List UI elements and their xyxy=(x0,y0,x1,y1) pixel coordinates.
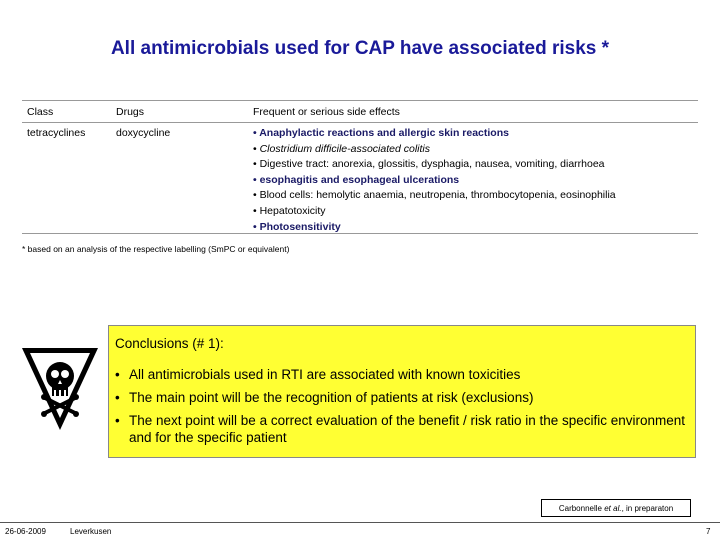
conclusions-list xyxy=(115,366,690,452)
effect-item: • Anaphylactic reactions and allergic skin reactions xyxy=(253,127,509,139)
header-class: Class xyxy=(27,106,54,118)
conclusion-bullet: • The main point will be the recognition of patients at risk (exclusions) xyxy=(115,389,690,406)
conclusion-bullet: • The next point will be a correct evaluation of the benefit / risk ratio in the specific environment and for the specific patient xyxy=(115,412,690,446)
skull-crossbones-icon xyxy=(20,338,100,438)
citation-box: Carbonnelle et al., in preparaton xyxy=(541,499,691,517)
header-side-effects: Frequent or serious side effects xyxy=(253,106,400,118)
footer-date: 26-06-2009 xyxy=(5,527,46,536)
footnote: * based on an analysis of the respective labelling (SmPC or equivalent) xyxy=(22,244,290,254)
slide-title: All antimicrobials used for CAP have associated risks * xyxy=(110,38,610,59)
conclusions-box xyxy=(108,325,696,458)
footer-rule xyxy=(0,522,720,523)
cell-drug: doxycycline xyxy=(116,127,171,139)
page-number: 7 xyxy=(706,527,711,536)
header-drugs: Drugs xyxy=(116,106,145,118)
conclusion-bullet: • All antimicrobials used in RTI are associated with known toxicities xyxy=(115,366,690,383)
cell-class: tetracyclines xyxy=(27,127,86,139)
conclusions-title: Conclusions (# 1): xyxy=(115,336,224,351)
effect-item: • Hepatotoxicity xyxy=(253,204,326,217)
effect-item: • Digestive tract: anorexia, glossitis, dysphagia, nausea, vomiting, diarrhoea xyxy=(253,158,605,171)
table-top-rule xyxy=(22,100,698,101)
side-effects-list xyxy=(253,126,698,235)
table-header-rule xyxy=(22,122,698,123)
footer-location: Leverkusen xyxy=(70,527,112,536)
effect-item: • Photosensitivity xyxy=(253,220,341,233)
effect-item: • esophagitis and esophageal ulcerations xyxy=(253,173,460,186)
effect-item: • Clostridium difficile-associated colitis xyxy=(253,142,430,155)
table-bottom-rule xyxy=(22,233,698,234)
effect-item: • Blood cells: hemolytic anaemia, neutropenia, thrombocytopenia, eosinophilia xyxy=(253,189,616,202)
